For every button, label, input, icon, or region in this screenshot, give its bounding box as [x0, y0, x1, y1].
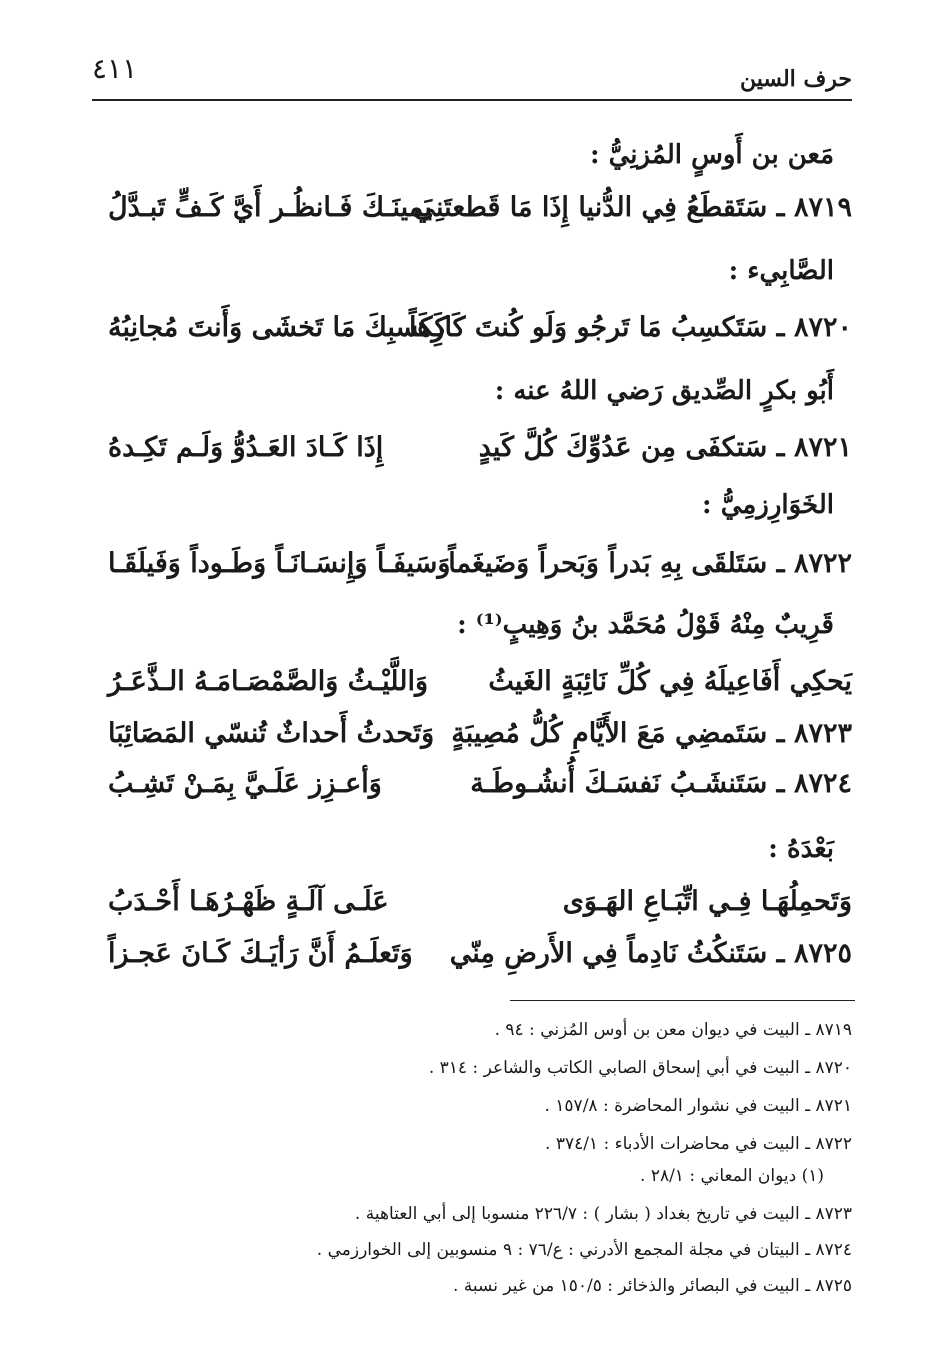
verse-second-hemistich: يَمينَـكَ فَـانظُـر أَيَّ كَـفٍّ تَبـدَّلُ [108, 192, 432, 223]
poet-attribution: قَرِيبٌ مِنْهُ قَوْلُ مُحَمَّد بنُ وَهِيبٍ⁽¹⁾ : [457, 610, 834, 640]
verse-second-hemistich: عَلَـى آلَـةٍ ظَهْـرُهَـا أَحْـدَبُ [108, 886, 389, 917]
running-title: حرف السين [739, 66, 852, 92]
poet-attribution: الصَّابِيء : [728, 256, 834, 286]
verse-first-hemistich: وَتَحمِلُهَـا فِـي اتِّبَـاعِ الهَـوَى [562, 886, 852, 917]
poet-attribution: الخَوَارِزمِيُّ : [702, 490, 834, 520]
verse-second-hemistich: وَتَحدثُ أَحداثٌ تُنسّي المَصَائِبَا [108, 718, 435, 749]
footnote: ٨٧٢١ ـ البيت في نشوار المحاضرة : ١٥٧/٨ . [544, 1096, 852, 1116]
footnote: ٨٧٢٠ ـ البيت في أبي إسحاق الصابي الكاتب والشاعر : ٣١٤ . [428, 1058, 852, 1078]
verse-first-hemistich: ٨٧٢٣ ـ سَتَمضِي مَعَ الأَيَّامِ كُلُّ مُصِيبَةٍ [451, 718, 852, 749]
poet-attribution: بَعْدَهُ : [768, 834, 834, 864]
verse-second-hemistich: كَكَسبِكَ مَا تَخشَى وَأَنتَ مُجانِبُهُ [108, 312, 448, 343]
verse-first-hemistich: ٨٧٢٤ ـ سَتَنشَـبُ نَفسَـكَ أُنشُـوطَـة [470, 768, 852, 799]
verse-first-hemistich: يَحكِي أَفَاعِيلَهُ فِي كُلِّ نَائِبَةٍ الغَيثُ [488, 666, 852, 697]
verse-first-hemistich: ٨٧٢٥ ـ سَتَنكُثُ نَادِماً فِي الأَرضِ مِنّي [449, 938, 852, 969]
footnote-divider [510, 1000, 855, 1001]
verse-second-hemistich: إِذَا كَـادَ العَـدُوُّ وَلَـم تَكِـدهُ [108, 432, 384, 463]
verse-second-hemistich: وَتَعلَـمُ أَنَّ رَأيَـكَ كَـانَ عَجـزاً [108, 938, 413, 969]
verse-first-hemistich: ٨٧٢٠ ـ سَتَكسِبُ مَا تَرجُو وَلَو كُنتَ كَارِهاً [408, 312, 852, 343]
poet-attribution: مَعن بن أَوسٍ المُزنِيُّ : [589, 140, 834, 170]
footnote: (١) ديوان المعاني : ٢٨/١ . [640, 1166, 824, 1186]
verse-second-hemistich: وَأعـزِز عَلَـيَّ بِمَـنْ تَشِـبُ [108, 768, 382, 799]
footnote: ٨٧٢٢ ـ البيت في محاضرات الأدباء : ٣٧٤/١ . [545, 1134, 852, 1154]
verse-second-hemistich: وَسَيفَـاً وَإِنسَـانَـاً وَطَـوداً وَفَيلَقَـا [108, 548, 451, 579]
verse-first-hemistich: ٨٧١٩ ـ سَتَقطَعُ فِي الدُّنيا إِذَا مَا قَطعتَنِي [413, 192, 852, 223]
footnote: ٨٧٢٣ ـ البيت في تاريخ بغداد ( بشار ) : ٢٢٦/٧ منسوبا إلى أبي العتاهية . [354, 1204, 852, 1224]
header-divider [92, 99, 852, 101]
verse-first-hemistich: ٨٧٢١ ـ سَتكفَى مِن عَدُوِّكَ كُلَّ كَيدٍ [478, 432, 852, 463]
footnote: ٨٧٢٤ ـ البيتان في مجلة المجمع الأدرني : ع/٧٦ : ٩ منسوبين إلى الخوارزمي . [316, 1240, 852, 1260]
verse-first-hemistich: ٨٧٢٢ ـ سَتَلقَى بِهِ بَدراً وَبَحراً وَضَيغَماً [448, 548, 852, 579]
footnote: ٨٧١٩ ـ البيت في ديوان معن بن أوس المُزني : ٩٤ . [494, 1020, 852, 1040]
footnote: ٨٧٢٥ ـ البيت في البصائر والذخائر : ١٥٠/٥ من غير نسبة . [453, 1276, 852, 1296]
poet-attribution: أَبُو بكرٍ الصِّديق رَضي اللهُ عنه : [494, 376, 834, 406]
verse-second-hemistich: وَاللَّيْـثُ وَالصَّمْصَـامَـهُ الـذَّعَـرُ [108, 666, 428, 697]
page-number: ٤١١ [92, 52, 138, 85]
